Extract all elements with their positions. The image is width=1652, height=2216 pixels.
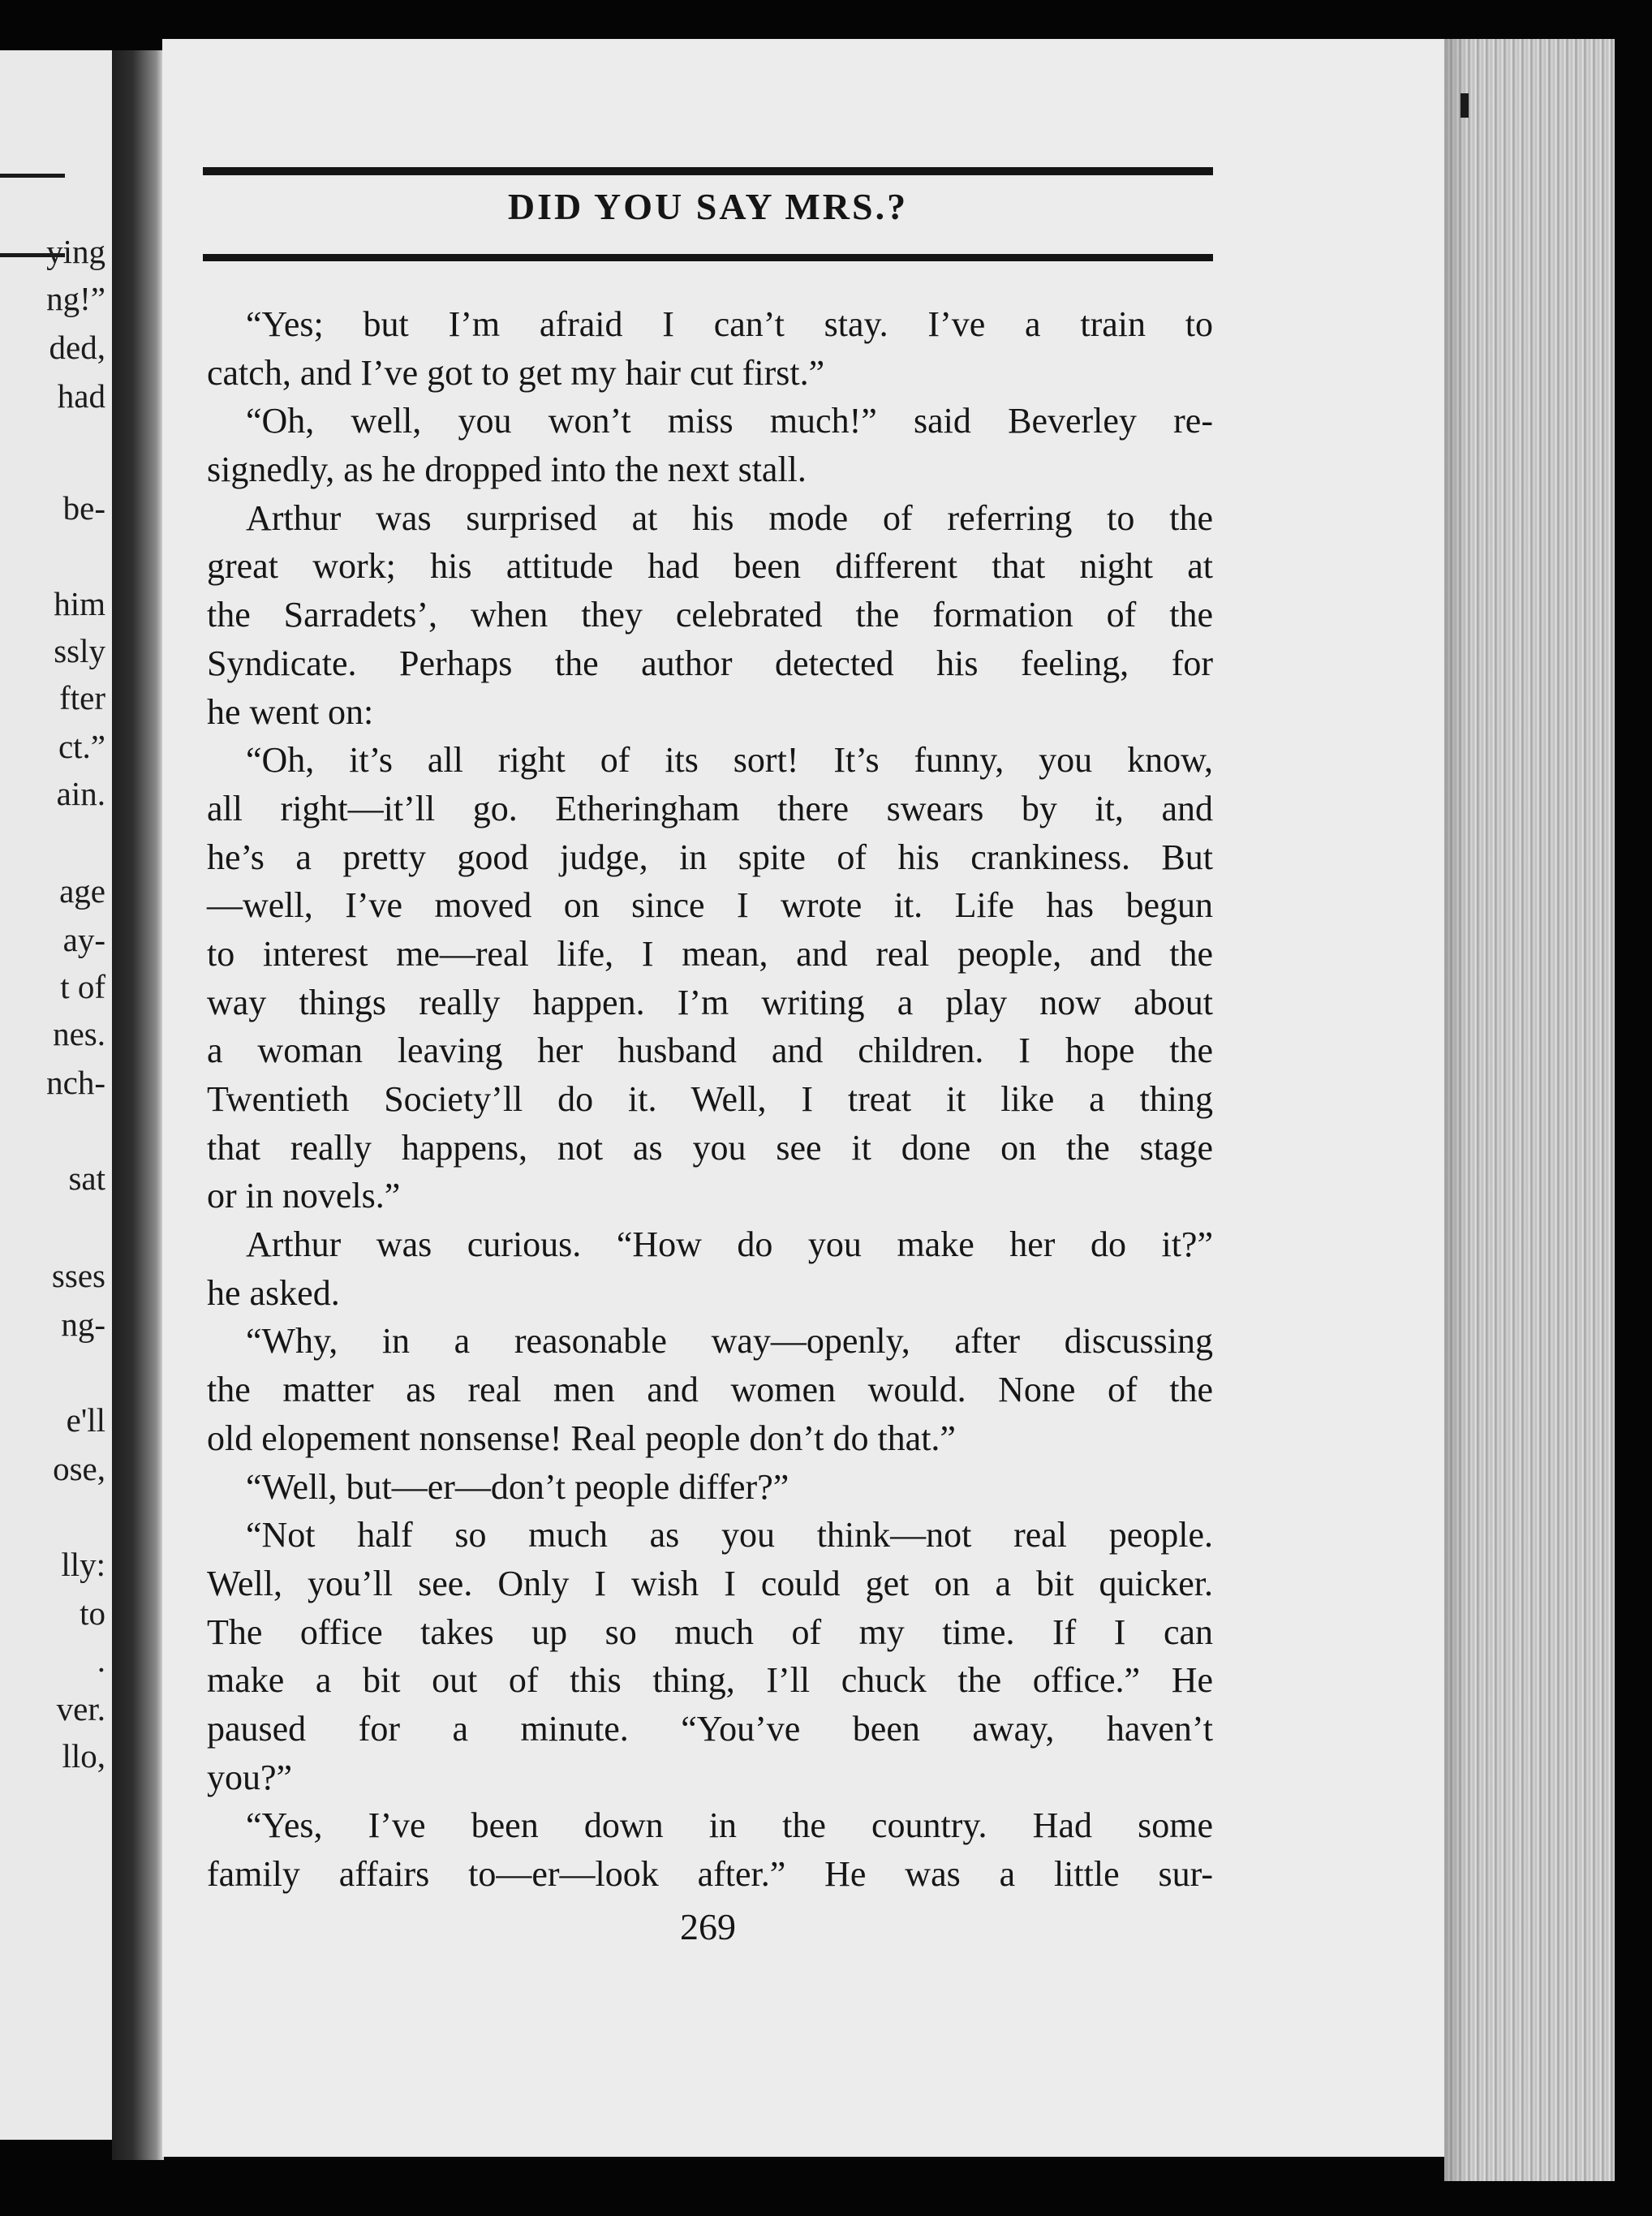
text-line: signedly, as he dropped into the next stall. — [207, 450, 807, 490]
facing-page-left — [0, 50, 122, 2140]
body-text — [207, 300, 1213, 1899]
text-line: “Well, but—er—don’t people differ?” — [246, 1466, 789, 1507]
text-line: “Yes, I’ve been down in the country. Had some — [246, 1805, 1213, 1846]
left-page-fragment: lly: — [61, 1546, 105, 1583]
text-line: to interest me—real life, I mean, and real people, and the — [207, 933, 1213, 974]
left-page-fragment: ying — [46, 233, 105, 270]
text-line: —well, I’ve moved on since I wrote it. Life has begun — [207, 885, 1213, 926]
left-page-fragment: sses — [51, 1257, 105, 1294]
page-number: 269 — [680, 1906, 736, 1947]
text-line: he asked. — [207, 1272, 340, 1313]
text-line: Twentieth Society’ll do it. Well, I treat it like a thing — [207, 1079, 1213, 1119]
text-line: great work; his attitude had been different that night at — [207, 546, 1213, 587]
page-edge-mark — [1461, 93, 1469, 118]
left-page-fragment: ssly — [54, 632, 105, 669]
text-line: the matter as real men and women would. None of the — [207, 1370, 1213, 1410]
text-line: old elopement nonsense! Real people don’t do that.” — [207, 1418, 956, 1458]
left-page-fragment: ose, — [53, 1450, 105, 1487]
text-line: Arthur was surprised at his mode of referring to the — [246, 497, 1213, 538]
text-line: Arthur was curious. “How do you make her do it?” — [246, 1224, 1213, 1265]
text-line: catch, and I’ve got to get my hair cut first.” — [207, 352, 825, 393]
left-page-fragment: t of — [60, 968, 105, 1005]
header-rule-bottom — [203, 254, 1213, 261]
left-page-fragment: ay- — [62, 921, 105, 958]
text-line: you?” — [207, 1757, 293, 1797]
left-page-fragment: had — [57, 377, 105, 415]
left-page-fragment: ver. — [56, 1690, 105, 1728]
left-page-fragment: ng!” — [46, 280, 105, 317]
text-line: “Yes; but I’m afraid I can’t stay. I’ve a train to — [246, 304, 1213, 344]
left-page-fragment: llo, — [62, 1737, 105, 1775]
text-line: Syndicate. Perhaps the author detected his feeling, for — [207, 643, 1213, 683]
text-line: way things really happen. I’m writing a play now about — [207, 982, 1213, 1022]
text-line: or in novels.” — [207, 1176, 401, 1216]
left-page-fragment: . — [97, 1642, 105, 1679]
text-line: Well, you’ll see. Only I wish I could get on a bit quicker. — [207, 1563, 1213, 1603]
left-page-fragment: sat — [68, 1160, 105, 1197]
text-line: all right—it’ll go. Etheringham there swears by it, and — [207, 788, 1213, 828]
left-page-fragment: fter — [59, 679, 105, 716]
left-page-fragment: him — [54, 585, 105, 622]
running-head: DID YOU SAY MRS.? — [507, 186, 909, 227]
text-line: he went on: — [207, 691, 374, 732]
text-line: the Sarradets’, when they celebrated the formation of the — [207, 595, 1213, 635]
left-page-fragment: nes. — [53, 1015, 105, 1052]
left-page-fragment: age — [59, 872, 105, 910]
text-line: “Oh, it’s all right of its sort! It’s funny, you know, — [246, 740, 1213, 781]
left-page-fragment: ded, — [49, 329, 105, 366]
text-line: a woman leaving her husband and children. I hope the — [207, 1031, 1213, 1071]
text-line: make a bit out of this thing, I’ll chuck the office.” He — [207, 1660, 1213, 1701]
left-page-fragment: e'll — [66, 1401, 105, 1439]
text-line: family affairs to—er—look after.” He was a little sur- — [207, 1854, 1213, 1894]
text-line: “Oh, well, you won’t miss much!” said Beverley re- — [246, 401, 1213, 441]
left-page-fragment: ng- — [61, 1306, 105, 1343]
text-line: paused for a minute. “You’ve been away, haven’t — [207, 1708, 1213, 1749]
header-rule-top — [203, 167, 1213, 175]
text-line: The office takes up so much of my time. If I can — [207, 1611, 1213, 1652]
text-line: that really happens, not as you see it done on the stage — [207, 1127, 1213, 1168]
page-edges — [1444, 39, 1615, 2181]
left-page-fragment: ct.” — [58, 728, 105, 765]
text-line: “Not half so much as you think—not real people. — [246, 1515, 1213, 1556]
left-page-fragment: ain. — [56, 775, 105, 812]
left-page-fragment: nch- — [46, 1064, 105, 1101]
text-line: he’s a pretty good judge, in spite of his crankiness. But — [207, 837, 1213, 877]
left-page-fragment: be- — [62, 489, 105, 527]
left-page-fragment: to — [80, 1594, 105, 1632]
book-gutter-shadow — [112, 50, 164, 2160]
page-edge-shadow — [1444, 39, 1469, 2181]
text-line: “Why, in a reasonable way—openly, after discussing — [246, 1321, 1213, 1362]
left-page-rule-top — [0, 174, 65, 178]
